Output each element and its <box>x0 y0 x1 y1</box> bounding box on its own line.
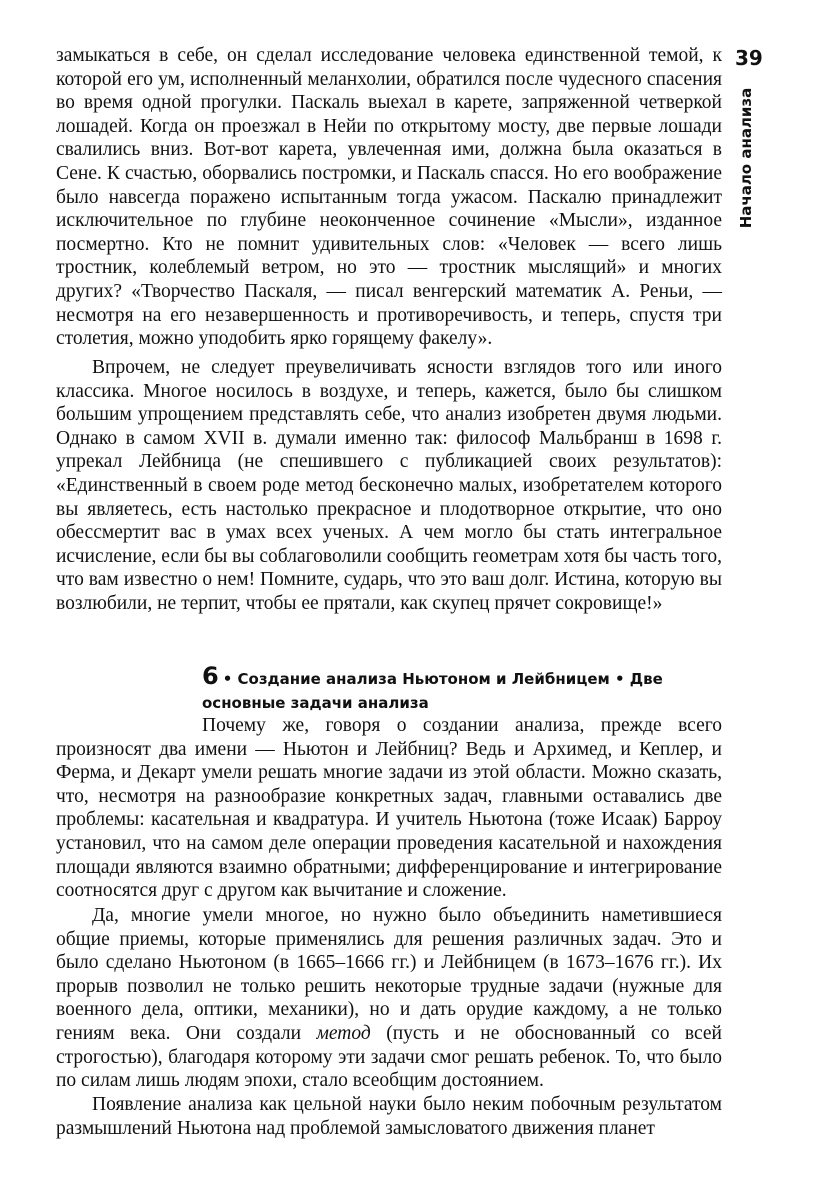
running-head: Начало анализа <box>737 87 755 229</box>
page-number: 39 <box>735 46 763 70</box>
paragraph-method-text-start: Да, многие умели многое, но нужно было объединить наметившиеся общие приемы, которые применялись для решения различных задач. Это и было сделано Ньютоном (в 1665–1666 гг.) и Лейбницем (в 1673–1676 гг.). Их прорыв позволил не только решить некоторые трудные задачи (нужные для военного дела, оптики, механики), но и дать орудие каждому, а не только гениям века. Они создали <box>56 905 722 1044</box>
section-heading <box>202 664 730 715</box>
paragraph-method <box>56 904 722 1093</box>
paragraph-malebranche: Впрочем, не следует преувеличивать ясности взглядов того или иного классика. Многое носилось в воздухе, и теперь, кажется, было бы слишком большим упрощением представлять себе, что анализ изобретен двумя людьми. Однако в самом XVII в. думали именно так: философ Мальбранш в 1698 г. упрекал Лейбница (не спешившего с публикацией своих результатов): «Единственный в своем роде метод бесконечно малых, изобретателем которого вы являетесь, есть настолько прекрасное и плодотворное открытие, что оно обессмертит вас в умах всех ученых. А чем могло бы стать интегральное исчисление, если бы вы соблаговолили сообщить геометрам хотя бы часть того, что вам известно о нем! Помните, сударь, что это ваш долг. Истина, которую вы возлюбили, не терпит, чтобы ее прятали, как скупец прячет сокровище!» <box>56 357 722 614</box>
section-number: 6 <box>202 662 219 690</box>
paragraph-pascal: замыкаться в себе, он сделал исследование человека единственной темой, к которой его ум, исполненный меланхолии, обратился после чудесного спасения во время одной прогулки. Паскаль выехал в карете, запряженной четверкой лошадей. Когда он проезжал в Нейи по открытому мосту, две первые лошади свалились вниз. Вот-вот карета, увлеченная ими, должна была оказаться в Сене. К счастью, оборвались постромки, и Паскаль спасся. Но его воображение было навсегда поражено испытанным тогда ужасом. Паскалю принадлежит исключительное по глубине неоконченное сочинение «Мысли», изданное посмертно. Кто не помнит удивительных слов: «Человек — всего лишь тростник, колеблемый ветром, но это — тростник мыслящий» и многих других? «Творчество Паскаля, — писал венгерский математик А. Реньи, — несмотря на его незавершенность и противоречивость, и теперь, спустя три столетия, можно уподобить ярко горящему факелу». <box>56 45 722 350</box>
paragraph-two-names: Почему же, говоря о создании анализа, прежде всего произносят два имени — Ньютон и Лейбниц? Ведь и Архимед, и Кеплер, и Ферма, и Декарт умели решать многие задачи из этой области. Можно сказать, что, несмотря на разнообразие конкретных задач, главными оставались две проблемы: касательная и квадратура. И учитель Ньютона (тоже Исаак) Барроу установил, что на самом деле операции проведения касательной и нахождения площади являются взаимно обратными; дифференцирование и интегрирование соотносятся друг с другом как вычитание и сложение. <box>56 715 722 902</box>
paragraph-method-text-end: (пусть и не обоснованный со всей строгостью), благодаря которому эти задачи смог решать ребенок. То, что было по силам лишь людям эпохи, стало всеобщим достоянием. <box>56 1022 722 1092</box>
emphasized-word: метод <box>316 1022 371 1044</box>
paragraph-planets: Появление анализа как цельной науки было неким побочным результатом размышлений Ньютона над проблемой замысловатого движения планет <box>56 1094 722 1139</box>
section-title: • Создание анализа Ньютоном и Лейбницем • Две основные задачи анализа <box>202 670 663 712</box>
